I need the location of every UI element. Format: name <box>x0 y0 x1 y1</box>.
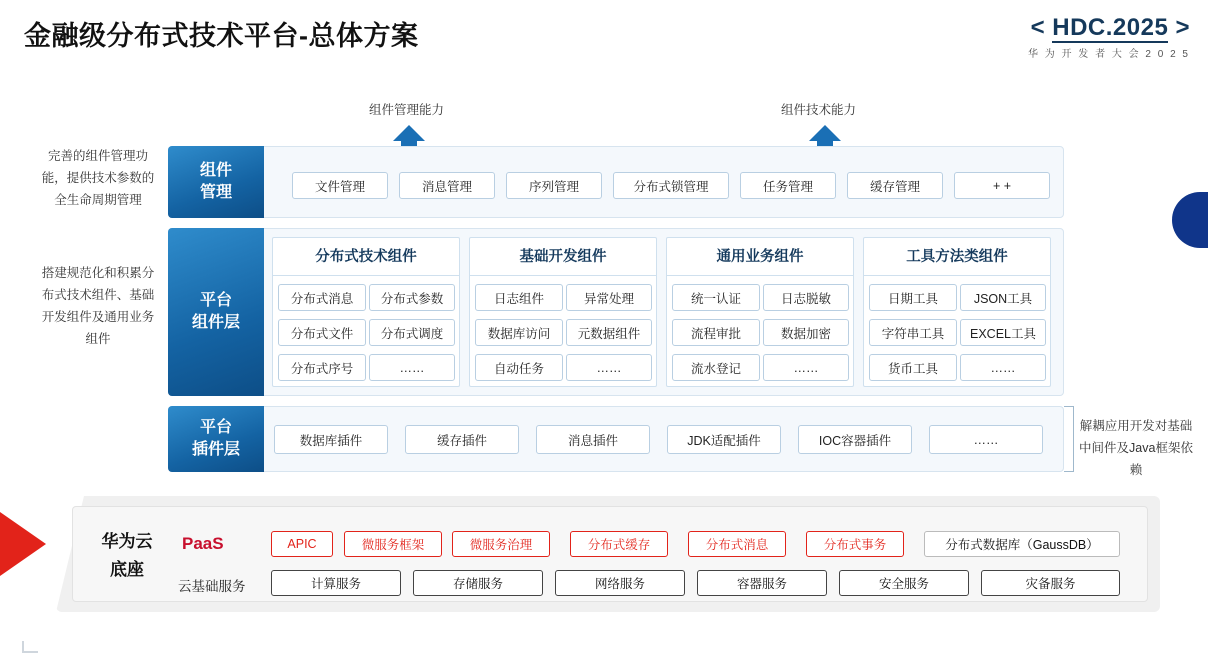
chip-plugin-1[interactable]: 缓存插件 <box>405 425 519 454</box>
layer-label-line1: 组件 <box>199 162 232 179</box>
cloud-base-title-line1: 华为云 <box>101 532 153 551</box>
hdc-logo-main <box>1028 14 1190 42</box>
chip-dt-0-1[interactable]: 分布式参数 <box>369 284 455 311</box>
bracket-right <box>1064 406 1074 472</box>
chip-gb-0-1[interactable]: 日志脱敏 <box>763 284 849 311</box>
chip-bd-2-0[interactable]: 自动任务 <box>475 354 563 381</box>
chip-plugin-3[interactable]: JDK适配插件 <box>667 425 781 454</box>
chip-bd-1-1[interactable]: 元数据组件 <box>566 319 652 346</box>
annotation-component-tech: 组件技术能力 <box>781 103 857 117</box>
chip-component-mgmt-0[interactable]: 文件管理 <box>292 172 388 199</box>
chip-component-mgmt-4[interactable]: 任务管理 <box>740 172 836 199</box>
chip-bd-0-0[interactable]: 日志组件 <box>475 284 563 311</box>
chip-component-mgmt-1[interactable]: 消息管理 <box>399 172 495 199</box>
bottom-corner-mark <box>22 641 38 653</box>
hdc-logo-text: HDC.2025 <box>1052 14 1169 41</box>
chip-dt-2-1[interactable]: …… <box>369 354 455 381</box>
blue-blob-decoration <box>1172 192 1208 248</box>
base-chip-0[interactable]: 计算服务 <box>271 570 401 596</box>
chip-bd-1-0[interactable]: 数据库访问 <box>475 319 563 346</box>
cloud-base-title-line2: 底座 <box>110 560 144 579</box>
chip-gb-1-0[interactable]: 流程审批 <box>672 319 760 346</box>
layer-label-line2: 插件层 <box>191 441 240 458</box>
red-triangle-decoration <box>0 512 46 576</box>
chip-gb-2-1[interactable]: …… <box>763 354 849 381</box>
chip-plugin-5[interactable]: …… <box>929 425 1043 454</box>
paas-chip-1[interactable]: 微服务框架 <box>344 531 442 557</box>
chip-component-mgmt-5[interactable]: 缓存管理 <box>847 172 943 199</box>
layer-label-platform-plugins <box>168 406 264 472</box>
chip-component-mgmt-6[interactable]: + + <box>954 172 1050 199</box>
paas-chip-5[interactable]: 分布式事务 <box>806 531 904 557</box>
hdc-logo <box>1028 14 1190 60</box>
chip-plugin-0[interactable]: 数据库插件 <box>274 425 388 454</box>
base-chip-1[interactable]: 存储服务 <box>413 570 543 596</box>
base-chip-5[interactable]: 灾备服务 <box>981 570 1120 596</box>
base-chip-4[interactable]: 安全服务 <box>839 570 969 596</box>
chip-dt-1-1[interactable]: 分布式调度 <box>369 319 455 346</box>
layer-label-platform-components <box>168 228 264 396</box>
paas-label: PaaS <box>182 534 224 553</box>
paas-chip-6[interactable]: 分布式数据库（GaussDB） <box>924 531 1120 557</box>
hdc-logo-subtitle: 华 为 开 发 者 大 会 2 0 2 5 <box>1027 49 1190 60</box>
group-title-distributed-tech: 分布式技术组件 <box>315 249 417 265</box>
chip-dt-2-0[interactable]: 分布式序号 <box>278 354 366 381</box>
group-title-general-business: 通用业务组件 <box>716 249 804 265</box>
paas-chip-4[interactable]: 分布式消息 <box>688 531 786 557</box>
side-note-component-management: 完善的组件管理功能，提供技术参数的全生命周期管理 <box>41 149 155 207</box>
chip-gb-0-0[interactable]: 统一认证 <box>672 284 760 311</box>
group-title-base-dev: 基础开发组件 <box>519 249 607 265</box>
annotation-component-management: 组件管理能力 <box>369 103 445 117</box>
chip-component-mgmt-3[interactable]: 分布式锁管理 <box>613 172 729 199</box>
chip-tm-2-0[interactable]: 货币工具 <box>869 354 957 381</box>
chip-dt-1-0[interactable]: 分布式文件 <box>278 319 366 346</box>
chip-component-mgmt-2[interactable]: 序列管理 <box>506 172 602 199</box>
layer-label-line2: 管理 <box>199 184 232 201</box>
chip-tm-0-1[interactable]: JSON工具 <box>960 284 1046 311</box>
chip-tm-1-1[interactable]: EXCEL工具 <box>960 319 1046 346</box>
layer-label-line1: 平台 <box>199 292 232 309</box>
chip-tm-1-0[interactable]: 字符串工具 <box>869 319 957 346</box>
hdc-angle-right: > <box>1175 14 1190 41</box>
chip-plugin-2[interactable]: 消息插件 <box>536 425 650 454</box>
base-chip-3[interactable]: 容器服务 <box>697 570 827 596</box>
paas-chip-3[interactable]: 分布式缓存 <box>570 531 668 557</box>
base-chip-2[interactable]: 网络服务 <box>555 570 685 596</box>
layer-label-line2: 组件层 <box>191 314 240 331</box>
chip-gb-1-1[interactable]: 数据加密 <box>763 319 849 346</box>
side-note-decoupling: 解耦应用开发对基础中间件及Java框架依赖 <box>1079 419 1193 477</box>
cloud-base-title <box>72 528 182 584</box>
chip-plugin-4[interactable]: IOC容器插件 <box>798 425 912 454</box>
chip-dt-0-0[interactable]: 分布式消息 <box>278 284 366 311</box>
side-note-platform-components: 搭建规范化和积累分布式技术组件、基础开发组件及通用业务组件 <box>41 266 155 346</box>
hdc-angle-left: < <box>1030 14 1046 41</box>
chip-bd-0-1[interactable]: 异常处理 <box>566 284 652 311</box>
layer-label-line1: 平台 <box>199 419 232 436</box>
paas-chip-2[interactable]: 微服务治理 <box>452 531 550 557</box>
group-title-tool-methods: 工具方法类组件 <box>906 249 1008 265</box>
chip-tm-2-1[interactable]: …… <box>960 354 1046 381</box>
page-title: 金融级分布式技术平台-总体方案 <box>24 21 419 51</box>
cloud-service-label: 云基础服务 <box>178 579 246 594</box>
chip-gb-2-0[interactable]: 流水登记 <box>672 354 760 381</box>
paas-chip-0[interactable]: APIC <box>271 531 333 557</box>
layer-label-component-management <box>168 146 264 218</box>
chip-tm-0-0[interactable]: 日期工具 <box>869 284 957 311</box>
chip-bd-2-1[interactable]: …… <box>566 354 652 381</box>
